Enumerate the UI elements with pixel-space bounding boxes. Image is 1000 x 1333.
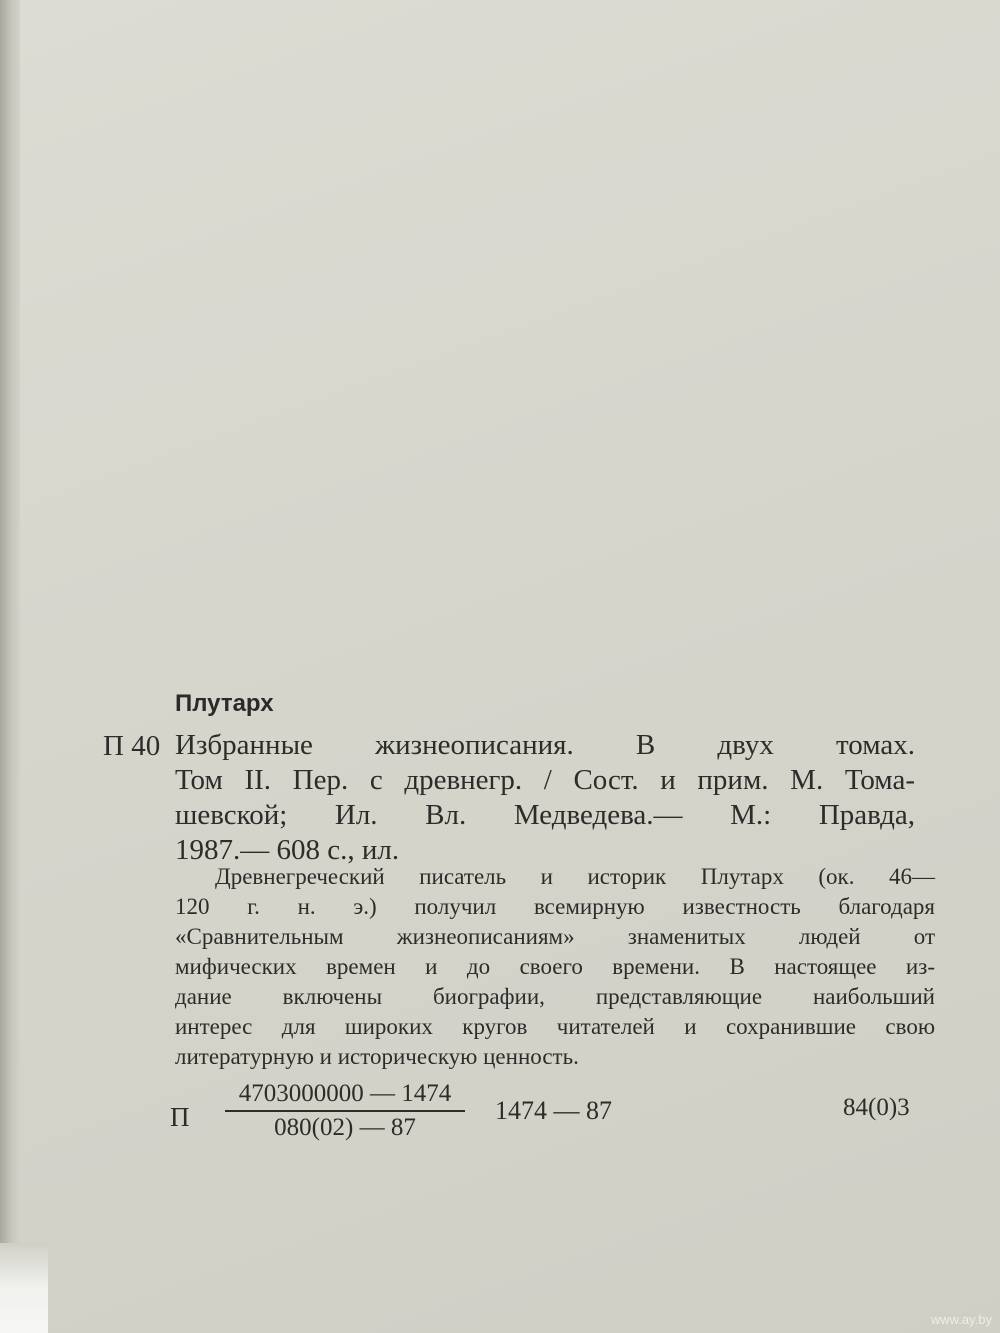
bibliographic-line: Избранные жизнеописания. В двух томах. xyxy=(175,729,915,761)
code-fraction xyxy=(225,1080,465,1142)
code-middle: 1474 — 87 xyxy=(495,1096,612,1125)
book-spine-edge xyxy=(0,0,20,1333)
annotation-line: интерес для широких кругов читателей и сохранившие свою xyxy=(175,1014,935,1039)
bibliographic-line: шевской; Ил. Вл. Медведева.— М.: Правда, xyxy=(175,799,915,831)
annotation-line: Древнегреческий писатель и историк Плутарх (ок. 46— xyxy=(215,864,935,889)
watermark: www.ay.by xyxy=(930,1312,992,1327)
annotation-line: «Сравнительным жизнеописаниям» знаменитых людей от xyxy=(175,924,935,949)
code-denominator: 080(02) — 87 xyxy=(274,1114,416,1141)
annotation-paragraph xyxy=(175,862,935,1072)
page-corner xyxy=(0,1243,48,1333)
code-prefix: П xyxy=(170,1102,190,1132)
bibliographic-description xyxy=(175,728,915,868)
bibliographic-line: 1987.— 608 с., ил. xyxy=(175,834,400,866)
annotation-line: литературную и историческую ценность. xyxy=(175,1044,579,1069)
author-name: Плутарх xyxy=(175,690,274,717)
annotation-line: 120 г. н. э.) получил всемирную известность благодаря xyxy=(175,894,935,919)
annotation-line: мифических времен и до своего времени. В настоящее из- xyxy=(175,954,935,979)
code-numerator: 4703000000 — 1474 xyxy=(225,1080,465,1112)
bibliographic-line: Том II. Пер. с древнегр. / Сост. и прим. М. Тома- xyxy=(175,764,915,796)
show-through-text xyxy=(270,258,730,288)
call-number: П 40 xyxy=(103,730,161,762)
annotation-line: дание включены биографии, представляющие наибольший xyxy=(175,984,935,1009)
classification-code: 84(0)3 xyxy=(843,1094,910,1121)
